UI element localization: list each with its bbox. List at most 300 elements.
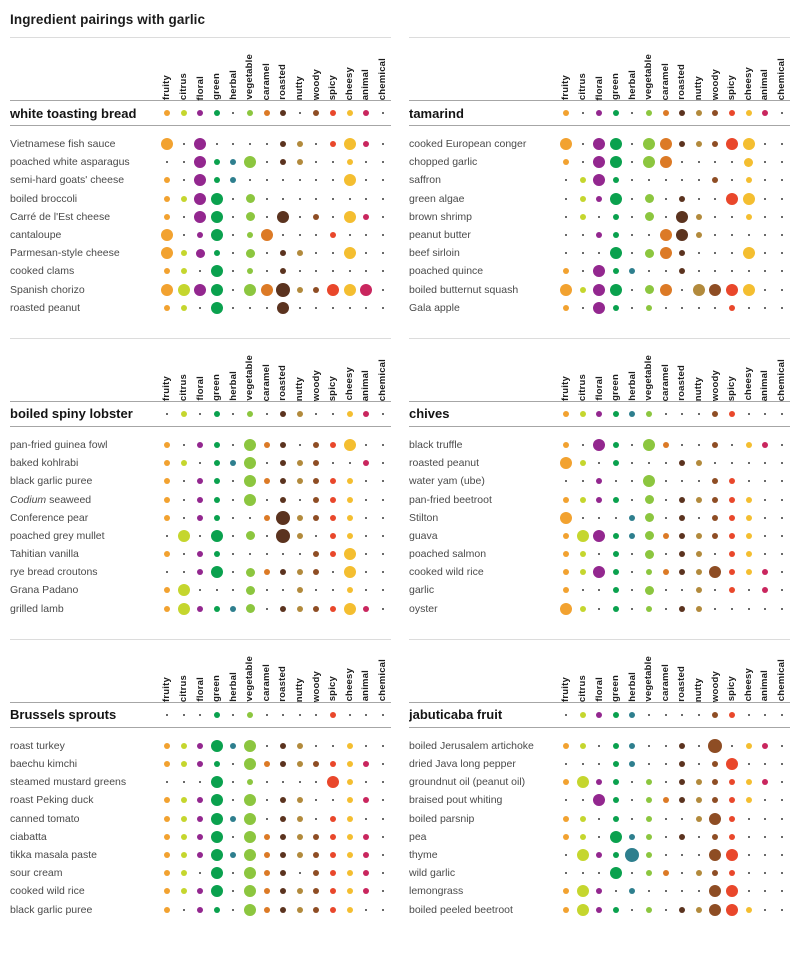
dot-cell [341,411,358,417]
column-header-fruity: fruity [161,375,173,401]
dot-cell [674,289,691,291]
flavor-dot-cheesy [746,497,752,503]
column-headers-spacer [10,339,159,401]
dot-cell [275,714,292,716]
flavor-dot-vegetable [645,285,654,294]
flavor-dot-caramel [266,413,268,415]
flavor-dot-floral [596,110,602,116]
dot-cell [740,177,757,183]
column-header-roasted: roasted [277,666,289,702]
dot-cell [740,714,757,716]
pairing-row [10,828,391,846]
dot-cell [225,763,242,765]
flavor-dot-herbal [629,533,635,539]
flavor-dot-spicy [726,849,738,861]
flavor-dot-chemical [382,781,384,783]
flavor-dot-fruity [565,799,567,801]
flavor-dot-floral [593,302,605,314]
dot-cell [757,413,774,415]
dot-cell [325,442,342,448]
pairing-row [10,244,391,262]
flavor-dot-cheesy [746,533,752,539]
dot-cell [242,439,259,451]
flavor-dot-chemical [382,517,384,519]
dot-cell [325,852,342,858]
flavor-dot-caramel [663,870,669,876]
flavor-dot-citrus [580,460,586,466]
column-header-nutty: nutty [294,75,306,100]
dot-cell [691,714,708,716]
dot-cell [159,907,176,913]
dot-cell [724,411,741,417]
dot-cell [707,198,724,200]
column-header-cell [209,339,226,401]
column-header-roasted: roasted [676,64,688,100]
column-header-cell [558,339,575,401]
flavor-dot-floral [593,174,605,186]
flavor-dot-woody [714,553,716,555]
dot-cell [691,480,708,482]
flavor-dot-chemical [781,872,783,874]
dot-cell [308,818,325,820]
flavor-dot-animal [762,743,768,749]
dot-cell [691,179,708,181]
column-header-cell [691,38,708,100]
flavor-dot-roasted [676,211,688,223]
flavor-dot-caramel [264,852,270,858]
dot-cell [292,872,309,874]
flavor-dot-herbal [232,589,234,591]
dot-cell [374,571,391,573]
dot-cell [325,161,342,163]
pairing-row [10,153,391,171]
flavor-dot-spicy [726,193,738,205]
dot-cell [209,442,226,448]
dot-cell [192,174,209,186]
flavor-dot-green [613,110,619,116]
flavor-dot-herbal [631,112,633,114]
dot-cell [175,444,192,446]
dot-cell [608,480,625,482]
dot-cell [707,442,724,448]
dot-cell [292,287,309,293]
dot-cell [574,849,591,861]
dot-cell [325,284,342,296]
flavor-dot-citrus [582,872,584,874]
dot-cell [691,745,708,747]
dot-cell [724,138,741,150]
flavor-dot-vegetable [645,249,654,258]
dot-cell [242,232,259,238]
column-header-green: green [211,674,223,702]
flavor-dot-floral [194,193,206,205]
pairing-rows [409,728,790,919]
flavor-dot-floral [593,284,605,296]
dot-cell [674,743,691,749]
flavor-dot-green [613,305,619,311]
flavor-dot-spicy [330,816,336,822]
dot-cell [258,852,275,858]
column-header-cell [275,640,292,702]
dot-cell [358,234,375,236]
dot-cell [641,138,658,150]
flavor-dot-spicy [726,284,738,296]
dot-cell [707,234,724,236]
pairing-row [409,864,790,882]
flavor-dot-vegetable [244,284,256,296]
pairing-row-label: pan-fried guinea fowl [10,438,108,451]
flavor-dot-herbal [230,460,236,466]
pairing-row [409,262,790,280]
flavor-dot-green [211,740,223,752]
dot-cell [358,307,375,309]
flavor-dot-cheesy [746,442,752,448]
pairing-row [10,281,391,299]
flavor-dot-spicy [332,799,334,801]
flavor-dot-chemical [382,179,384,181]
column-header-cell [757,38,774,100]
flavor-dot-spicy [332,179,334,181]
flavor-dot-vegetable [648,714,650,716]
dot-cell [225,714,242,716]
flavor-dot-fruity [563,268,569,274]
dot-cell [691,870,708,876]
dot-cell [159,743,176,749]
dot-cell [192,232,209,238]
dot-cell [773,818,790,820]
column-header-nutty: nutty [294,376,306,401]
flavor-dot-fruity [164,797,170,803]
dot-cell [192,284,209,296]
dot-cell [724,216,741,218]
dot-cell [674,141,691,147]
flavor-dot-roasted [679,606,685,612]
column-header-herbal: herbal [626,70,638,100]
dot-cell [308,198,325,200]
dot-cell [325,712,342,718]
dot-cell [641,110,658,116]
dot-cell [691,836,708,838]
dot-cell [740,214,757,220]
dot-cell [325,589,342,591]
flavor-dot-animal [363,110,369,116]
flavor-dot-spicy [729,779,735,785]
dot-cell [707,411,724,417]
dot-cell [175,553,192,555]
dot-cell [159,284,176,296]
flavor-dot-green [613,712,619,718]
dot-cell [209,265,226,277]
flavor-dot-roasted [282,179,284,181]
flavor-dot-chemical [382,763,384,765]
dot-cell [374,909,391,911]
dot-cell [275,141,292,147]
dot-cell [608,442,625,448]
column-headers [409,38,790,100]
dot-cell [657,763,674,765]
dot-cell [657,589,674,591]
dot-cell [292,499,309,501]
column-header-cell [308,640,325,702]
flavor-dot-floral [194,156,206,168]
dot-cell [724,904,741,916]
flavor-dot-woody [315,198,317,200]
column-header-cell [192,38,209,100]
dot-cell [308,781,325,783]
dot-cell [574,606,591,612]
flavor-dot-nutty [297,569,303,575]
flavor-dot-chemical [382,112,384,114]
flavor-dot-roasted [280,761,286,767]
pairing-row-label: Parmesan-style cheese [10,247,120,260]
flavor-dot-fruity [166,413,168,415]
dot-cell [358,480,375,482]
flavor-dot-herbal [232,143,234,145]
flavor-dot-nutty [299,216,301,218]
dot-cell [341,462,358,464]
flavor-dot-green [615,517,617,519]
pairing-row [10,135,391,153]
flavor-dot-green [214,250,220,256]
flavor-dot-roasted [282,198,284,200]
dot-cell [641,870,658,876]
dot-cell [275,302,292,314]
flavor-dot-green [610,193,622,205]
flavor-dot-green [613,268,619,274]
dot-cell [225,460,242,466]
flavor-dot-spicy [330,141,336,147]
dot-cell [192,569,209,575]
dot-cell [275,553,292,555]
dot-cell [275,888,292,894]
dot-cell [341,110,358,116]
pairing-row [10,436,391,454]
dot-cell [740,307,757,309]
flavor-dot-herbal [631,589,633,591]
column-header-cell [641,640,658,702]
dot-cell [175,852,192,858]
flavor-dot-herbal [631,818,633,820]
flavor-dot-citrus [178,530,190,542]
dot-cell [159,834,176,840]
dot-cell [707,797,724,803]
dot-cell [258,608,275,610]
dot-cell [724,284,741,296]
column-headers [409,640,790,702]
dot-cell [225,413,242,415]
dot-cell [175,250,192,256]
dot-cell [757,499,774,501]
dot-cell [691,270,708,272]
flavor-dot-nutty [698,714,700,716]
column-header-cell [175,640,192,702]
dot-cell [225,252,242,254]
flavor-dot-cheesy [743,284,755,296]
dot-cell [192,138,209,150]
dot-cell [159,442,176,448]
flavor-dot-green [613,460,619,466]
dot-cell [275,511,292,525]
dot-cell [374,179,391,181]
flavor-dot-vegetable [646,411,652,417]
flavor-dot-animal [365,714,367,716]
dot-cell [707,515,724,521]
dot-cell [341,270,358,272]
column-header-cell [175,38,192,100]
dot-cell [175,584,192,596]
flavor-dot-fruity [560,457,572,469]
dot-cell [341,234,358,236]
flavor-dot-green [613,797,619,803]
flavor-dot-spicy [726,758,738,770]
dot-cell [341,439,358,451]
flavor-dot-fruity [164,515,170,521]
dot-cell [225,799,242,801]
pairing-row [409,545,790,563]
flavor-dot-roasted [282,553,284,555]
flavor-dot-roasted [679,761,685,767]
dot-cell [624,307,641,309]
dot-cell [707,110,724,116]
dot-cell [773,763,790,765]
flavor-dot-nutty [299,112,301,114]
flavor-dot-fruity [565,854,567,856]
dot-cell [358,781,375,783]
flavor-dot-chemical [382,909,384,911]
flavor-dot-caramel [266,818,268,820]
flavor-dot-animal [764,413,766,415]
dot-cell [341,138,358,150]
dot-cell [740,569,757,575]
flavor-dot-green [610,831,622,843]
dot-cell [707,270,724,272]
flavor-dot-roasted [681,480,683,482]
flavor-dot-cheesy [347,888,353,894]
dot-cell [225,743,242,749]
dot-cell [292,587,309,593]
flavor-dot-fruity [563,834,569,840]
flavor-dot-roasted [280,110,286,116]
flavor-dot-citrus [181,110,187,116]
pairing-row-label: tikka masala paste [10,848,97,861]
dot-cell [641,194,658,203]
flavor-dot-citrus [183,909,185,911]
pairing-row [10,262,391,280]
column-header-nutty: nutty [693,677,705,702]
dot-cell [707,566,724,578]
column-header-cell [773,640,790,702]
dot-cell [773,714,790,716]
dot-cell [691,284,708,296]
dot-cell [591,462,608,464]
dot-cell [358,797,375,803]
dot-cell [691,444,708,446]
flavor-dot-fruity [563,159,569,165]
column-header-cheesy: cheesy [742,66,754,100]
dot-cell [341,907,358,913]
dot-cell [674,890,691,892]
dot-cell [657,480,674,482]
column-header-cell [608,339,625,401]
column-header-cell [740,38,757,100]
flavor-dot-roasted [679,779,685,785]
flavor-dot-animal [764,890,766,892]
flavor-dot-green [214,606,220,612]
dot-cell [292,515,309,521]
flavor-dot-green [211,284,223,296]
dot-cell [591,138,608,150]
column-header-cell [225,640,242,702]
column-header-spicy: spicy [327,676,339,702]
flavor-dot-caramel [266,608,268,610]
dot-cell [159,305,176,311]
dot-cell [657,533,674,539]
flavor-dot-cheesy [347,907,353,913]
flavor-dot-green [211,229,223,241]
dot-cell [691,161,708,163]
flavor-dot-woody [714,589,716,591]
dot-cell [225,852,242,858]
flavor-dot-herbal [629,268,635,274]
dot-cell [608,907,625,913]
flavor-dot-herbal [232,535,234,537]
flavor-dot-green [211,849,223,861]
flavor-dot-roasted [681,289,683,291]
dot-cell [325,745,342,747]
flavor-dot-fruity [161,229,173,241]
flavor-dot-roasted [280,797,286,803]
column-header-vegetable: vegetable [244,656,256,702]
dot-cell [192,535,209,537]
column-header-chemical: chemical [376,358,388,401]
dot-cell [641,606,658,612]
flavor-dot-cheesy [746,551,752,557]
flavor-dot-roasted [679,110,685,116]
column-header-cell [591,640,608,702]
pairing-row-label: poached grey mullet [10,529,105,542]
dot-cell [691,890,708,892]
flavor-dot-cheesy [748,854,750,856]
pairing-row [409,226,790,244]
dot-cell [159,229,176,241]
dot-cell [374,234,391,236]
flavor-dot-nutty [297,478,303,484]
flavor-dot-vegetable [646,816,652,822]
dot-cell [574,885,591,897]
flavor-dot-cheesy [748,480,750,482]
dot-cell [341,797,358,803]
column-header-herbal: herbal [626,672,638,702]
flavor-dot-woody [313,442,319,448]
flavor-dot-floral [197,478,203,484]
dot-cell [242,143,259,145]
dot-cell [258,907,275,913]
dot-cell [608,214,625,220]
dot-cell [724,779,741,785]
flavor-dot-nutty [297,587,303,593]
flavor-dot-citrus [183,143,185,145]
pairing-row-label: Tahitian vanilla [10,548,79,561]
column-headers-spacer [409,640,558,702]
column-header-animal: animal [360,670,372,702]
dot-cell [674,211,691,223]
pairing-row-label: ciabatta [10,830,47,843]
dot-cell [707,870,724,876]
pairing-row-label: black garlic puree [10,475,93,488]
flavor-dot-floral [596,907,602,913]
dot-cell [325,307,342,309]
flavor-dot-animal [363,870,369,876]
